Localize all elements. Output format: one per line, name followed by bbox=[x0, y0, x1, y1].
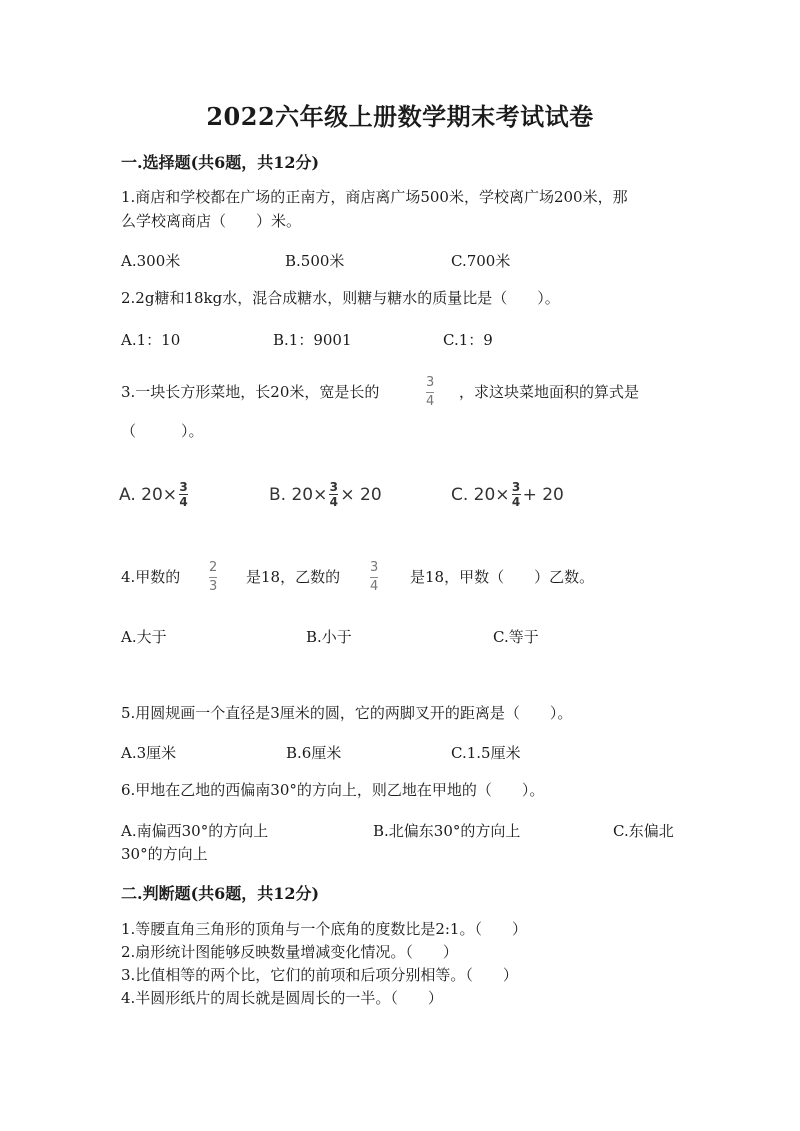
question-3-line-2: （ ）。 bbox=[121, 422, 204, 440]
fraction-numerator: 3 bbox=[179, 480, 188, 494]
question-3-fraction bbox=[426, 376, 434, 409]
fraction-denominator: 4 bbox=[329, 495, 339, 509]
fraction-denominator: 3 bbox=[209, 579, 218, 594]
fraction-numerator: 3 bbox=[370, 560, 379, 575]
question-1-option-c: C.700米 bbox=[451, 252, 511, 270]
question-3-part-2: ，求这块菜地面积的算式是 bbox=[459, 383, 640, 401]
question-3-part-1: 3.一块长方形菜地，长20米，宽是长的 bbox=[121, 383, 380, 401]
question-2-option-b: B.1：9001 bbox=[273, 331, 352, 349]
fraction-bar bbox=[426, 392, 434, 393]
question-1-line-2: 么学校离商店（ ）米。 bbox=[121, 212, 302, 230]
section-heading-choice: 一.选择题(共6题，共12分) bbox=[121, 153, 320, 172]
question-4-part-3: 是18，甲数（ ）乙数。 bbox=[410, 568, 595, 586]
question-4-option-b: B.小于 bbox=[306, 628, 352, 646]
judgement-item-2: 2.扇形统计图能够反映数量增减变化情况。（ ） bbox=[121, 943, 458, 961]
question-2-text: 2.2g糖和18kg水，混合成糖水，则糖与糖水的质量比是（ ）。 bbox=[121, 289, 560, 307]
option-prefix: C. 20× bbox=[451, 484, 510, 505]
section-heading-judgement: 二.判断题(共6题，共12分) bbox=[121, 884, 320, 903]
question-6-option-a: A.南偏西30°的方向上 bbox=[121, 822, 269, 840]
fraction-numerator: 3 bbox=[329, 480, 339, 494]
question-6-text: 6.甲地在乙地的西偏南30°的方向上，则乙地在甲地的（ ）。 bbox=[121, 781, 545, 799]
option-suffix: × 20 bbox=[340, 484, 382, 505]
question-6-option-b: B.北偏东30°的方向上 bbox=[373, 822, 521, 840]
fraction-denominator: 4 bbox=[511, 495, 521, 509]
fraction-denominator: 4 bbox=[179, 495, 188, 509]
question-1-option-b: B.500米 bbox=[285, 252, 345, 270]
question-3-option-b bbox=[269, 481, 382, 508]
question-3-option-a bbox=[119, 481, 190, 508]
question-5-option-a: A.3厘米 bbox=[121, 744, 177, 762]
question-2-option-a: A.1：10 bbox=[121, 331, 181, 349]
question-4-option-a: A.大于 bbox=[121, 628, 167, 646]
fraction-denominator: 4 bbox=[370, 579, 379, 594]
judgement-item-3: 3.比值相等的两个比，它们的前项和后项分别相等。（ ） bbox=[121, 966, 518, 984]
option-prefix: B. 20× bbox=[269, 484, 328, 505]
fraction-bar bbox=[209, 577, 217, 578]
question-5-text: 5.用圆规画一个直径是3厘米的圆，它的两脚叉开的距离是（ ）。 bbox=[121, 704, 573, 722]
question-2-option-c: C.1：9 bbox=[443, 331, 493, 349]
question-1-line-1: 1.商店和学校都在广场的正南方，商店离广场500米，学校离广场200米，那 bbox=[121, 188, 628, 206]
question-4-fraction-1 bbox=[209, 561, 217, 594]
question-5-option-c: C.1.5厘米 bbox=[451, 744, 521, 762]
judgement-item-1: 1.等腰直角三角形的顶角与一个底角的度数比是2:1。（ ） bbox=[121, 920, 527, 938]
question-5-option-b: B.6厘米 bbox=[286, 744, 342, 762]
fraction-numerator: 3 bbox=[426, 375, 435, 390]
fraction-denominator: 4 bbox=[426, 394, 435, 409]
fraction-numerator: 2 bbox=[209, 560, 218, 575]
option-suffix: + 20 bbox=[522, 484, 564, 505]
fraction-bar bbox=[370, 577, 378, 578]
question-4-fraction-2 bbox=[370, 561, 378, 594]
question-1-option-a: A.300米 bbox=[121, 252, 181, 270]
question-3-option-c bbox=[451, 481, 564, 508]
option-prefix: A. 20× bbox=[119, 484, 178, 505]
question-4-part-1: 4.甲数的 bbox=[121, 568, 181, 586]
option-fraction bbox=[512, 481, 521, 508]
question-6-option-c-continued: 30°的方向上 bbox=[121, 845, 208, 863]
page-title: 2022六年级上册数学期末考试试卷 bbox=[206, 102, 594, 131]
question-4-part-2: 是18，乙数的 bbox=[246, 568, 341, 586]
option-fraction bbox=[179, 481, 188, 508]
judgement-item-4: 4.半圆形纸片的周长就是圆周长的一半。（ ） bbox=[121, 989, 443, 1007]
question-6-option-c: C.东偏北 bbox=[613, 822, 674, 840]
option-fraction bbox=[329, 481, 338, 508]
fraction-numerator: 3 bbox=[511, 480, 521, 494]
question-4-option-c: C.等于 bbox=[493, 628, 539, 646]
